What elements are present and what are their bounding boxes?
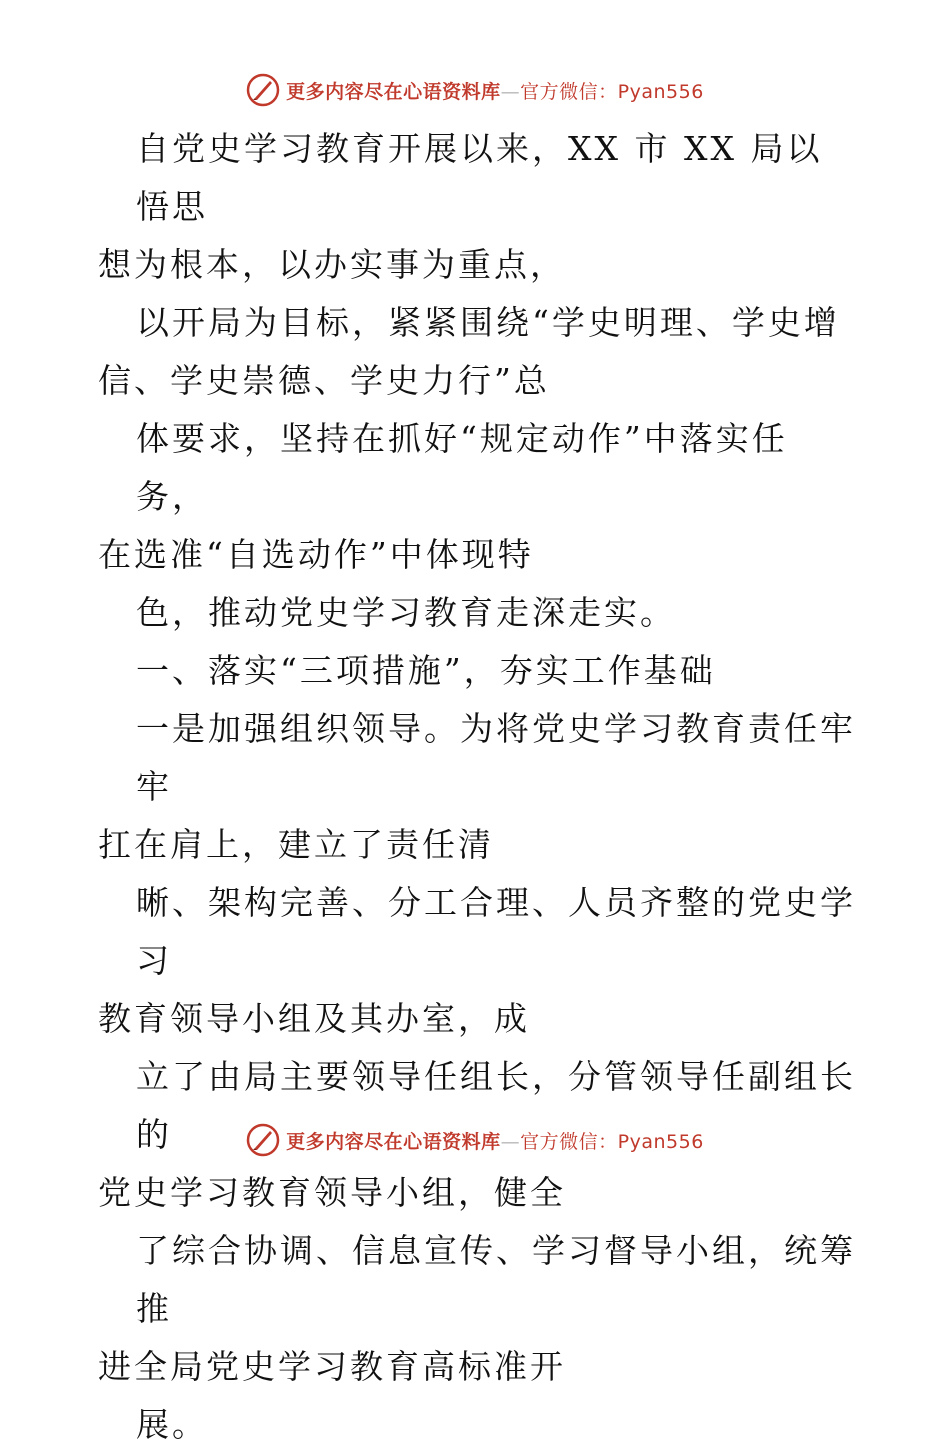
footer-text — [286, 1127, 704, 1154]
body-line: 一是加强组织领导。为将党史学习教育责任牢牢 — [136, 709, 856, 806]
body-line: 党史学习教育领导小组，健全 — [98, 1173, 566, 1212]
body-line: 展。 — [136, 1405, 208, 1444]
body-line: 了综合协调、信息宣传、学习督导小组，统筹推 — [136, 1231, 856, 1328]
body-line: 想为根本，以办实事为重点， — [98, 245, 566, 284]
body-line: 信、学史崇德、学史力行”总 — [98, 361, 550, 400]
body-line: 以开局为目标，紧紧围绕“学史明理、学史增 — [136, 303, 840, 342]
body-line: 扛在肩上，建立了责任清 — [98, 825, 494, 864]
footer-dash: — — [500, 1130, 521, 1153]
footer-banner — [0, 1120, 950, 1160]
body-line: 一、落实“三项措施”，夯实工作基础 — [136, 651, 716, 690]
header-text — [286, 77, 704, 104]
body-line: 进全局党史学习教育高标准开 — [98, 1347, 566, 1386]
header-dash: — — [500, 80, 521, 103]
header-banner-inner — [246, 73, 704, 107]
body-line: 教育领导小组及其办室，成 — [98, 999, 530, 1038]
body-line: 晰、架构完善、分工合理、人员齐整的党史学习 — [136, 883, 856, 980]
body-line: 体要求，坚持在抓好“规定动作”中落实任务， — [136, 419, 788, 516]
quill-pen-logo-icon — [246, 1123, 280, 1157]
footer-wechat: 官方微信：Pyan556 — [520, 1130, 704, 1153]
body-line: 在选准“自选动作”中体现特 — [98, 535, 534, 574]
footer-banner-inner — [246, 1123, 704, 1157]
body-line: 色，推动党史学习教育走深走实。 — [136, 593, 676, 632]
footer-brand: 更多内容尽在心语资料库 — [286, 1130, 501, 1153]
document-body — [98, 120, 858, 1454]
body-line: 立了由局主要领导任组长，分管领导任副组长的 — [136, 1057, 856, 1154]
header-brand: 更多内容尽在心语资料库 — [286, 80, 501, 103]
header-wechat: 官方微信：Pyan556 — [520, 80, 704, 103]
quill-pen-logo-icon — [246, 73, 280, 107]
header-banner — [0, 70, 950, 110]
body-text — [98, 120, 858, 1454]
body-line: 自党史学习教育开展以来，XX 市 XX 局以悟思 — [136, 129, 823, 226]
